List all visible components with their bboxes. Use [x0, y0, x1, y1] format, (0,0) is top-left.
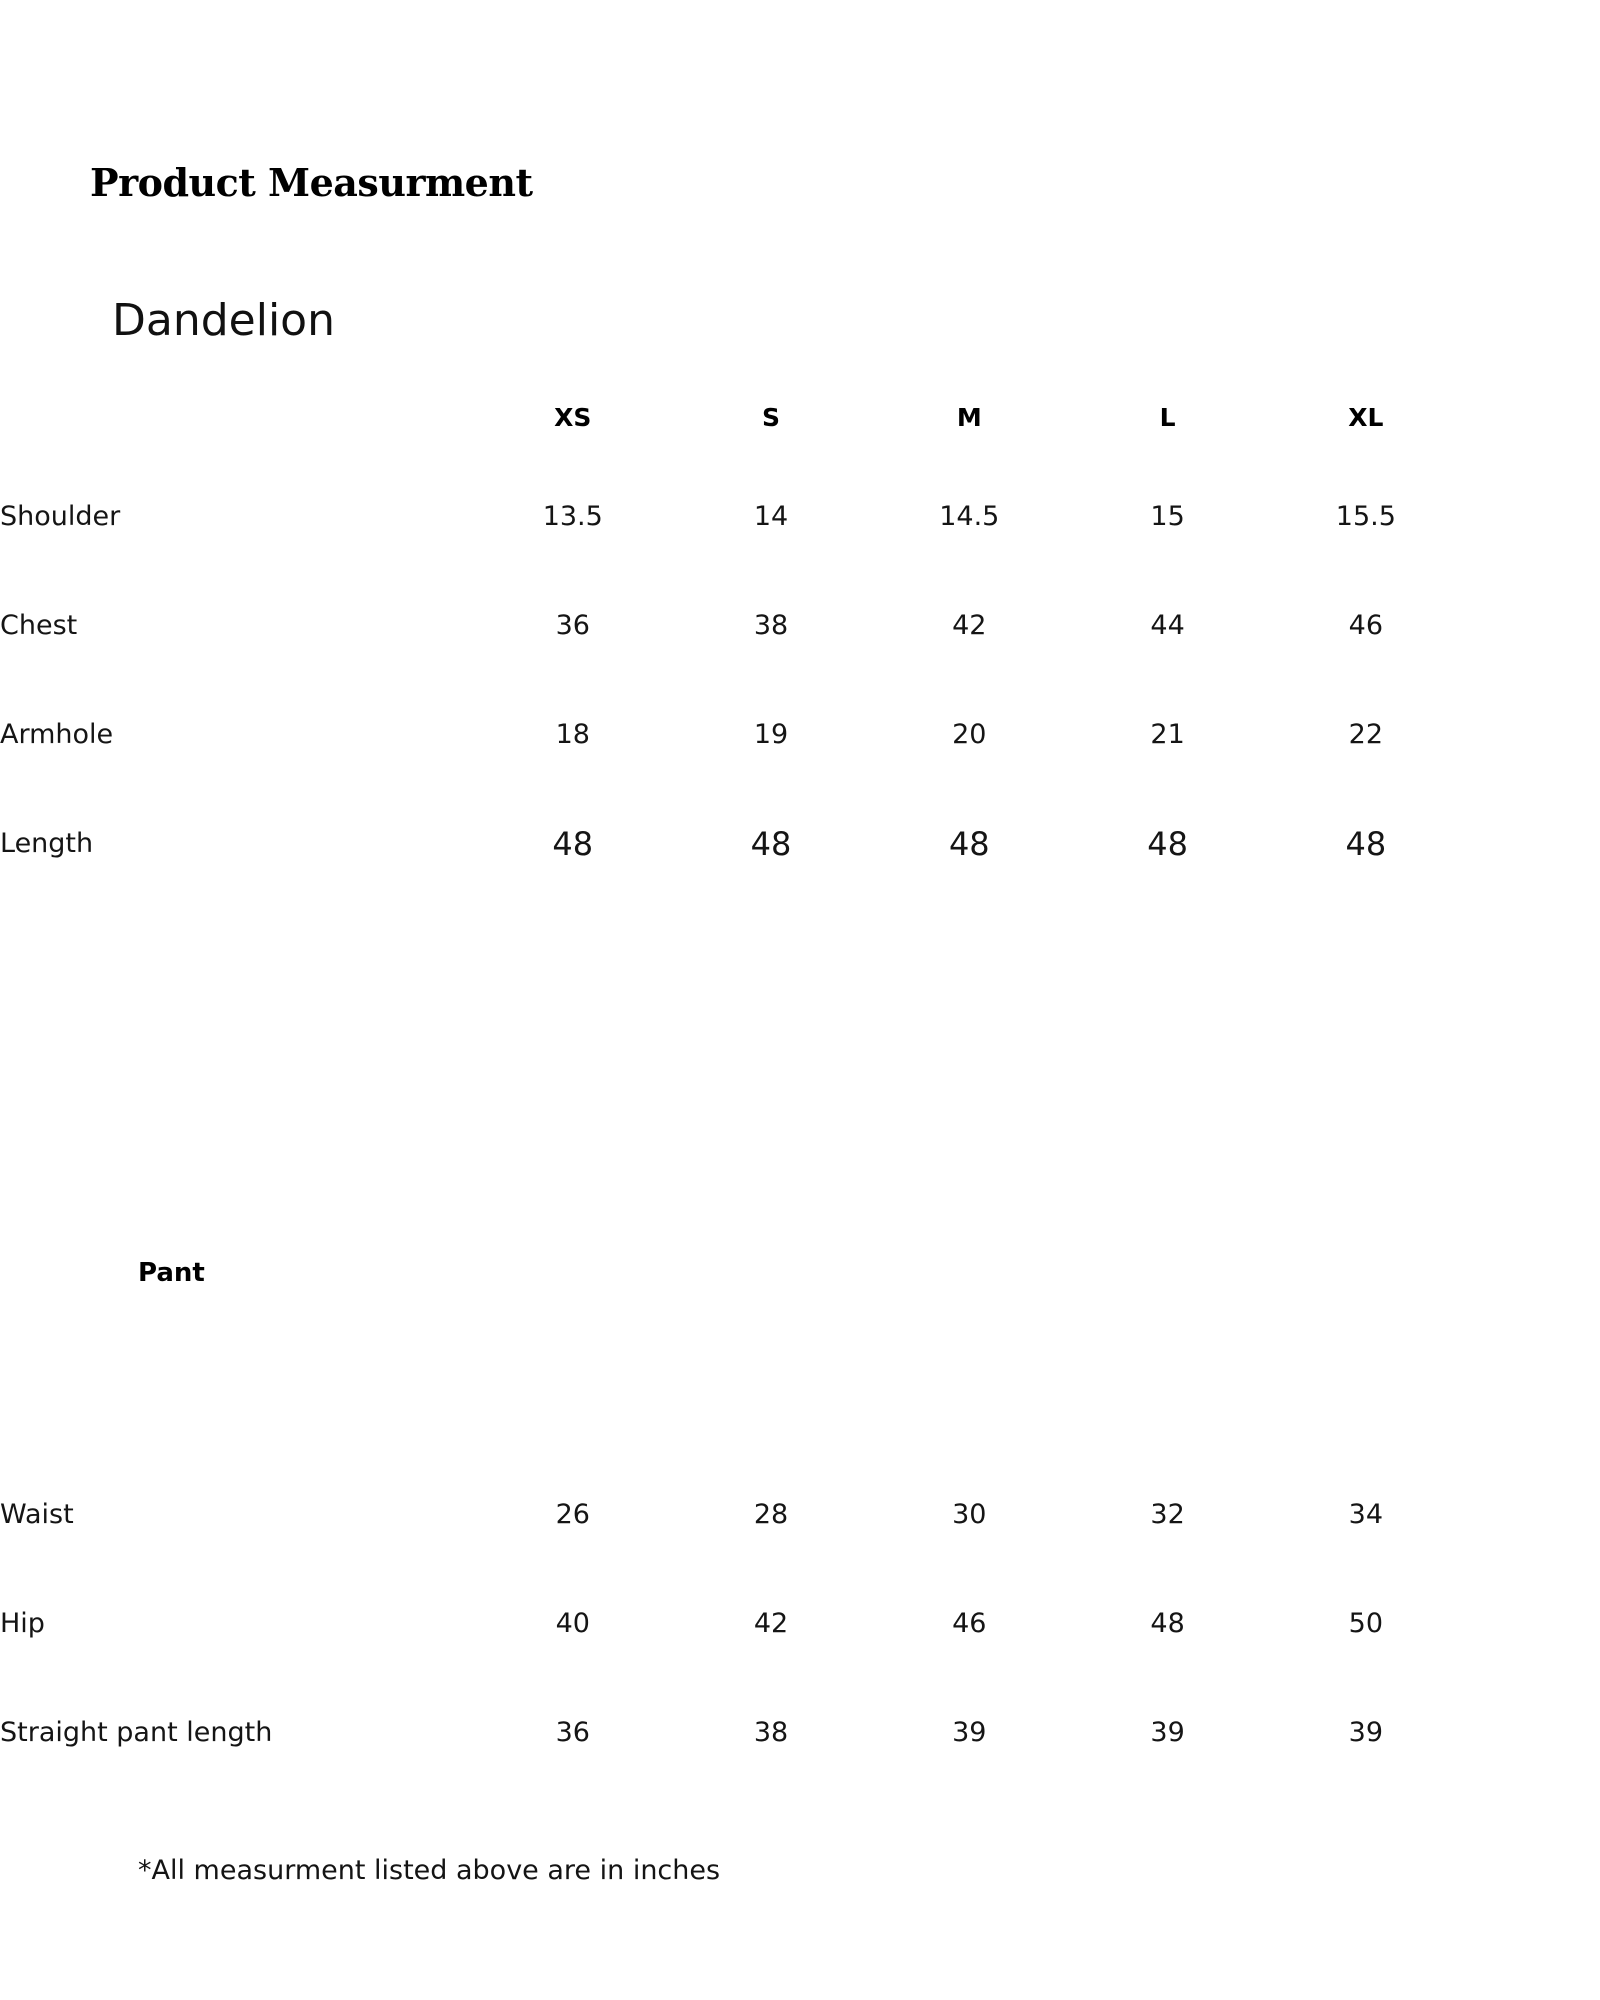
product-name: Dandelion: [112, 295, 335, 346]
table-header-row: [0, 372, 1465, 462]
cell-shoulder-l: 15: [1150, 501, 1185, 532]
cell-chest-l: 44: [1150, 610, 1185, 641]
cell-shoulder-m: 14.5: [939, 501, 1000, 532]
table-row: [0, 462, 1465, 571]
table-row: [0, 789, 1465, 898]
row-label-shoulder: Shoulder: [0, 501, 121, 532]
column-header-l: L: [1159, 402, 1176, 432]
page-title: Product Measurment: [90, 160, 533, 205]
cell-waist-m: 30: [952, 1499, 987, 1530]
cell-length-s: 48: [750, 824, 792, 863]
table-row: [0, 1460, 1465, 1569]
row-label-armhole: Armhole: [0, 719, 114, 750]
column-header-s: S: [762, 402, 781, 432]
cell-hip-xl: 50: [1348, 1608, 1384, 1639]
cell-hip-xs: 40: [555, 1608, 590, 1639]
cell-armhole-xl: 22: [1348, 719, 1384, 750]
row-label-straight-pant-length: Straight pant length: [0, 1717, 273, 1748]
cell-length-xs: 48: [552, 824, 594, 863]
row-label-waist: Waist: [0, 1499, 74, 1530]
column-header-m: M: [956, 402, 982, 432]
cell-straight-pant-length-s: 38: [753, 1717, 789, 1748]
cell-armhole-s: 19: [753, 719, 789, 750]
cell-straight-pant-length-xs: 36: [555, 1717, 590, 1748]
table-row: [0, 571, 1465, 680]
column-header-xs: XS: [554, 402, 592, 432]
cell-straight-pant-length-xl: 39: [1348, 1717, 1384, 1748]
cell-armhole-xs: 18: [555, 719, 590, 750]
cell-chest-xl: 46: [1348, 610, 1384, 641]
column-header-xl: XL: [1348, 402, 1384, 432]
cell-waist-s: 28: [753, 1499, 789, 1530]
cell-length-xl: 48: [1345, 824, 1387, 863]
table-row: [0, 680, 1465, 789]
shirt-measurement-table: [0, 372, 1465, 898]
cell-shoulder-xs: 13.5: [542, 501, 603, 532]
pant-measurement-table: [0, 1460, 1465, 1787]
cell-hip-m: 46: [952, 1608, 987, 1639]
cell-chest-xs: 36: [555, 610, 590, 641]
row-label-length: Length: [0, 828, 94, 859]
header-empty-cell: [0, 372, 474, 462]
cell-shoulder-s: 14: [753, 501, 789, 532]
table-row: [0, 1569, 1465, 1678]
cell-hip-l: 48: [1150, 1608, 1185, 1639]
cell-chest-s: 38: [753, 610, 789, 641]
cell-armhole-m: 20: [952, 719, 987, 750]
cell-waist-xs: 26: [555, 1499, 590, 1530]
cell-length-l: 48: [1147, 824, 1188, 863]
row-label-hip: Hip: [0, 1608, 45, 1639]
cell-chest-m: 42: [952, 610, 987, 641]
cell-shoulder-xl: 15.5: [1335, 501, 1396, 532]
section-heading-pant: Pant: [138, 1258, 205, 1288]
cell-waist-xl: 34: [1348, 1499, 1384, 1530]
cell-waist-l: 32: [1150, 1499, 1185, 1530]
footnote-units: *All measurment listed above are in inches: [138, 1855, 721, 1886]
cell-straight-pant-length-l: 39: [1150, 1717, 1185, 1748]
table-row: [0, 1678, 1465, 1787]
cell-hip-s: 42: [753, 1608, 789, 1639]
cell-armhole-l: 21: [1150, 719, 1185, 750]
cell-straight-pant-length-m: 39: [952, 1717, 987, 1748]
row-label-chest: Chest: [0, 610, 78, 641]
cell-length-m: 48: [948, 824, 990, 863]
